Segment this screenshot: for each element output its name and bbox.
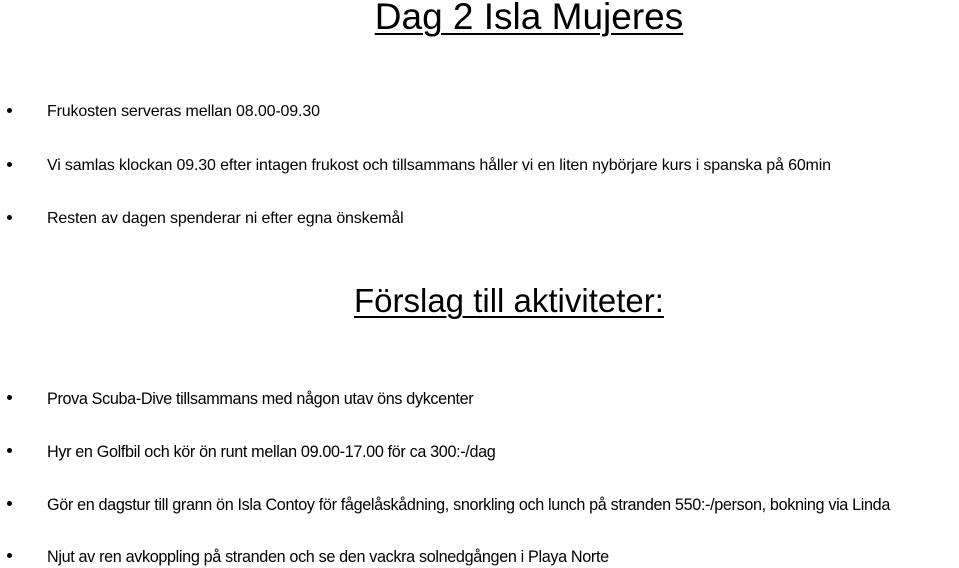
bullet-icon — [7, 501, 12, 506]
schedule-item-text: Vi samlas klockan 09.30 efter intagen frukost och tillsammans håller vi en liten nybörjare kurs i spanska på 60min — [47, 157, 831, 174]
suggestion-item-text: Gör en dagstur till grann ön Isla Contoy för fågelåskådning, snorkling och lunch på stranden 550:-/person, bokning via Linda — [47, 496, 890, 514]
bullet-icon — [7, 448, 12, 453]
bullet-icon — [7, 553, 12, 558]
suggestions-heading: Förslag till aktiviteter: — [354, 282, 664, 319]
bullet-icon — [7, 395, 12, 400]
page-title: Dag 2 Isla Mujeres — [374, 0, 684, 37]
bullet-icon — [7, 215, 12, 220]
suggestion-item-text: Prova Scuba-Dive tillsammans med någon utav öns dykcenter — [47, 390, 474, 408]
bullet-icon — [7, 162, 12, 167]
schedule-item-text: Frukosten serveras mellan 08.00-09.30 — [47, 103, 320, 120]
suggestion-item-text: Njut av ren avkoppling på stranden och se den vackra solnedgången i Playa Norte — [47, 548, 609, 566]
schedule-item-text: Resten av dagen spenderar ni efter egna önskemål — [47, 210, 404, 227]
suggestion-item-text: Hyr en Golfbil och kör ön runt mellan 09.00-17.00 för ca 300:-/dag — [47, 443, 496, 461]
bullet-icon — [7, 108, 12, 113]
